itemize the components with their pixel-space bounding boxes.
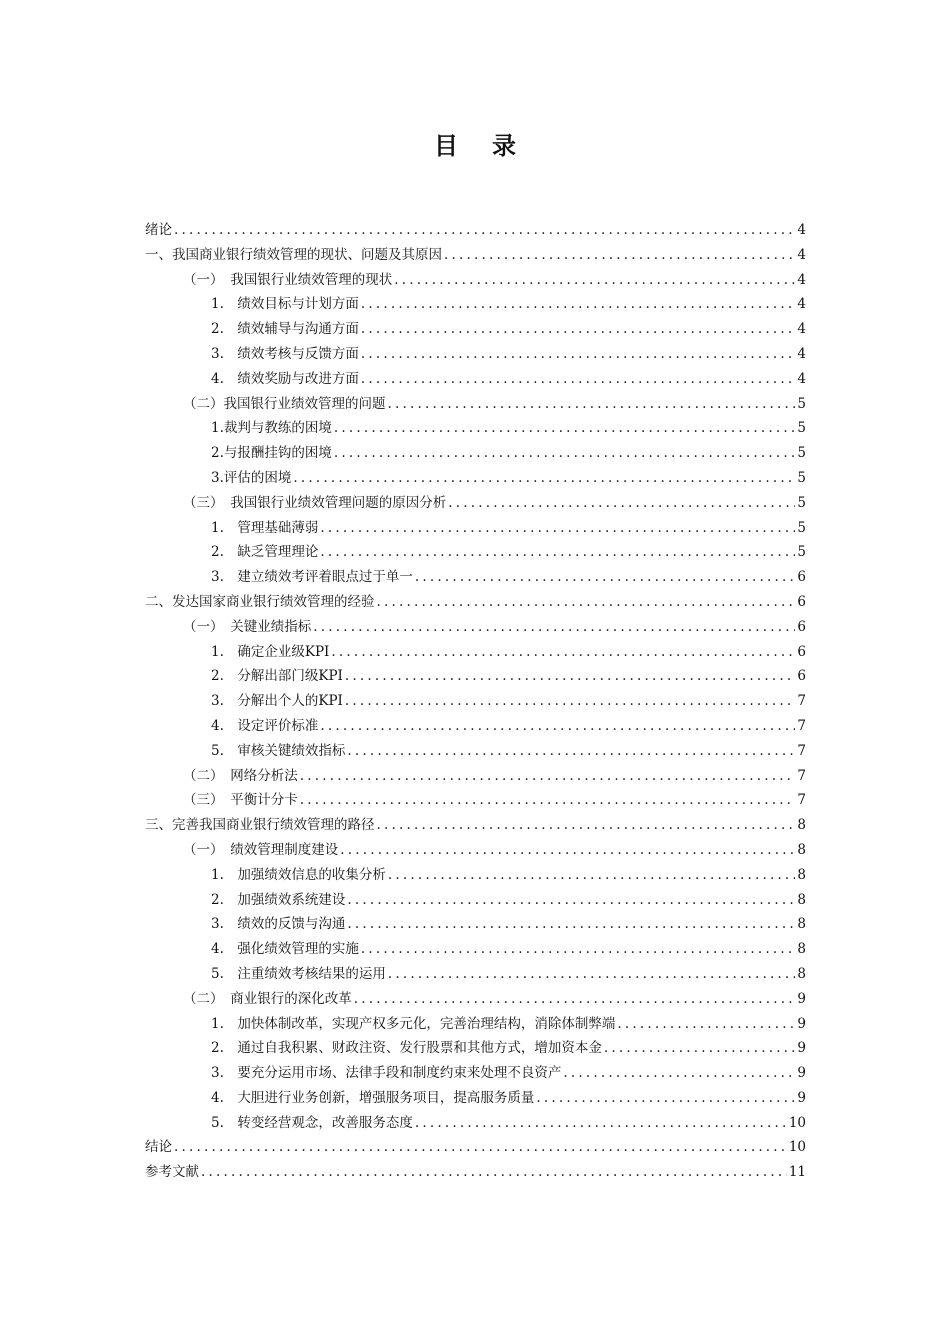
toc-entry[interactable] [145,739,806,764]
toc-entry-page-number: 9 [797,990,806,1007]
toc-entry[interactable] [145,416,806,441]
toc-dot-leader [300,768,796,784]
toc-entry-label: 3. 绩效考核与反馈方面 [211,345,359,362]
toc-entry-label: 5. 审核关键绩效指标 [211,742,346,759]
toc-dot-leader [354,991,796,1007]
toc-entry[interactable] [145,888,806,913]
toc-entry-page-number: 8 [797,817,806,834]
toc-dot-leader [174,222,795,238]
toc-dot-leader [415,1115,787,1131]
toc-entry[interactable] [145,1061,806,1086]
toc-dot-leader [334,420,796,436]
toc-entry-page-number: 6 [797,643,806,660]
toc-dot-leader [377,817,796,833]
toc-dot-leader [347,892,795,908]
toc-entry-page-number: 8 [797,916,806,933]
toc-entry[interactable] [145,441,806,466]
toc-entry-label: 3. 分解出个人的KPI [211,693,343,710]
toc-entry-label: 2. 分解出部门级KPI [211,668,343,685]
toc-entry[interactable] [145,838,806,863]
toc-entry[interactable] [145,392,806,417]
toc-dot-leader [361,346,796,362]
toc-dot-leader [388,966,796,982]
toc-entry-page-number: 6 [797,668,806,685]
toc-dot-leader [377,594,796,610]
toc-entry-label: 3. 要充分运用市场、法律手段和制度约束来处理不良资产 [211,1065,562,1082]
toc-entry-page-number: 6 [797,593,806,610]
toc-entry[interactable] [145,466,806,491]
toc-dot-leader [361,371,796,387]
toc-dot-leader [604,1040,796,1056]
toc-entry[interactable] [145,1135,806,1160]
toc-entry-label: （二）我国银行业绩效管理的问题 [183,395,386,412]
toc-dot-leader [347,743,795,759]
toc-dot-leader [345,668,796,684]
toc-entry-label: 2. 通过自我积累、财政注资、发行股票和其他方式，增加资本金 [211,1040,602,1057]
toc-dot-leader [448,495,795,511]
toc-entry-page-number: 7 [797,767,806,784]
toc-entry-label: 2. 加强绩效系统建设 [211,891,346,908]
toc-dot-leader [320,520,795,536]
toc-entry[interactable] [145,664,806,689]
toc-entry-label: 2.与报酬挂钩的困境 [211,445,332,462]
toc-entry[interactable] [145,540,806,565]
toc-entry-page-number: 5 [797,494,806,511]
toc-entry-page-number: 7 [797,742,806,759]
toc-dot-leader [361,296,796,312]
toc-entry-label: 4. 强化绩效管理的实施 [211,941,359,958]
toc-entry[interactable] [145,962,806,987]
toc-dot-leader [300,792,796,808]
toc-entry-page-number: 4 [797,321,806,338]
toc-dot-leader [340,842,795,858]
toc-entry-page-number: 11 [788,1164,806,1181]
toc-entry-page-number: 8 [797,841,806,858]
toc-entry-page-number: 8 [797,965,806,982]
toc-entry[interactable] [145,714,806,739]
toc-entry[interactable] [145,689,806,714]
toc-entry[interactable] [145,590,806,615]
toc-entry-label: 3. 绩效的反馈与沟通 [211,916,346,933]
toc-entry-page-number: 5 [797,420,806,437]
toc-entry-label: 4. 绩效奖励与改进方面 [211,370,359,387]
toc-entry-label: （三） 平衡计分卡 [183,792,298,809]
toc-dot-leader [563,1065,795,1081]
toc-entry[interactable] [145,764,806,789]
toc-entry-page-number: 5 [797,445,806,462]
toc-dot-leader [331,644,795,660]
toc-dot-leader [361,321,796,337]
toc-entry-page-number: 5 [797,544,806,561]
toc-dot-leader [415,569,796,585]
page-title [0,126,950,161]
toc-entry-label: （二） 商业银行的深化改革 [183,990,352,1007]
toc-entry[interactable] [145,268,806,293]
toc-entry-label: （二） 网络分析法 [183,767,298,784]
toc-entry-label: （一） 我国银行业绩效管理的现状 [183,271,393,288]
toc-dot-leader [293,470,795,486]
toc-entry-page-number: 8 [797,891,806,908]
toc-dot-leader [345,693,796,709]
toc-dot-leader [320,544,795,560]
toc-entry[interactable] [145,813,806,838]
toc-entry-page-number: 5 [797,395,806,412]
toc-entry-page-number: 4 [797,370,806,387]
toc-entry[interactable] [145,317,806,342]
toc-dot-leader [361,941,796,957]
toc-dot-leader [334,445,796,461]
toc-dot-leader [313,619,795,635]
toc-entry[interactable] [145,937,806,962]
toc-entry-label: 5. 注重绩效考核结果的运用 [211,965,386,982]
toc-entry[interactable] [145,1012,806,1037]
toc-entry[interactable] [145,491,806,516]
toc-entry-page-number: 10 [788,1139,806,1156]
toc-entry[interactable] [145,1111,806,1136]
table-of-contents [145,218,806,1185]
toc-entry-label: 2. 缺乏管理理论 [211,544,319,561]
toc-entry-page-number: 4 [797,246,806,263]
toc-entry[interactable] [145,863,806,888]
toc-entry-page-number: 8 [797,941,806,958]
toc-dot-leader [388,867,796,883]
toc-entry[interactable] [145,1036,806,1061]
toc-entry-label: 1.裁判与教练的困境 [211,420,332,437]
toc-entry-page-number: 4 [797,345,806,362]
toc-entry[interactable] [145,788,806,813]
toc-dot-leader [388,396,796,412]
toc-entry-page-number: 7 [797,717,806,734]
toc-entry-label: 1. 加强绩效信息的收集分析 [211,866,386,883]
toc-entry[interactable] [145,342,806,367]
toc-entry-label: 参考文献 [145,1164,199,1181]
toc-entry-label: 2. 绩效辅导与沟通方面 [211,321,359,338]
toc-entry[interactable] [145,912,806,937]
toc-entry[interactable] [145,367,806,392]
toc-entry[interactable] [145,640,806,665]
toc-entry-label: 3. 建立绩效考评着眼点过于单一 [211,569,413,586]
toc-entry-label: 结论 [145,1139,172,1156]
toc-entry-page-number: 8 [797,866,806,883]
toc-entry[interactable] [145,565,806,590]
toc-entry-page-number: 9 [797,1089,806,1106]
toc-entry-label: （一） 关键业绩指标 [183,618,312,635]
toc-entry-page-number: 4 [797,296,806,313]
toc-entry[interactable] [145,615,806,640]
toc-entry-label: 5. 转变经营观念，改善服务态度 [211,1114,413,1131]
toc-entry-label: 一、我国商业银行绩效管理的现状、问题及其原因 [145,246,442,263]
toc-entry-page-number: 9 [797,1040,806,1057]
toc-dot-leader [617,1016,795,1032]
toc-entry[interactable] [145,243,806,268]
toc-entry-page-number: 6 [797,569,806,586]
toc-entry-page-number: 6 [797,618,806,635]
toc-dot-leader [174,1139,787,1155]
toc-entry-label: 二、发达国家商业银行绩效管理的经验 [145,593,375,610]
toc-entry[interactable] [145,516,806,541]
toc-entry-label: 1. 确定企业级KPI [211,643,330,660]
toc-entry-page-number: 5 [797,469,806,486]
title-char-2: 录 [492,132,516,160]
toc-dot-leader [536,1090,795,1106]
toc-dot-leader [394,272,795,288]
toc-dot-leader [444,247,795,263]
toc-entry-page-number: 7 [797,792,806,809]
toc-entry[interactable] [145,1160,806,1185]
toc-entry-page-number: 10 [788,1114,806,1131]
toc-entry-label: 4. 大胆进行业务创新，增强服务项目，提高服务质量 [211,1089,535,1106]
toc-entry-label: 1. 绩效目标与计划方面 [211,296,359,313]
toc-entry-page-number: 7 [797,693,806,710]
toc-dot-leader [201,1164,787,1180]
toc-entry-page-number: 9 [797,1065,806,1082]
toc-entry-label: 3.评估的困境 [211,469,292,486]
toc-entry-label: 绪论 [145,222,172,238]
toc-entry-label: 三、完善我国商业银行绩效管理的路径 [145,817,375,834]
toc-entry[interactable] [145,218,806,243]
title-char-1: 目 [434,132,458,160]
toc-entry-label: 1. 加快体制改革，实现产权多元化，完善治理结构，消除体制弊端 [211,1015,616,1032]
toc-entry-label: 4. 设定评价标准 [211,717,319,734]
toc-entry-label: （三） 我国银行业绩效管理问题的原因分析 [183,494,447,511]
toc-entry-page-number: 4 [797,271,806,288]
toc-entry[interactable] [145,1086,806,1111]
toc-entry[interactable] [145,292,806,317]
toc-entry-page-number: 9 [797,1015,806,1032]
toc-dot-leader [347,916,795,932]
toc-entry-label: 1. 管理基础薄弱 [211,519,319,536]
toc-entry-page-number: 4 [797,222,806,238]
toc-entry[interactable] [145,987,806,1012]
toc-entry-page-number: 5 [797,519,806,536]
toc-entry-label: （一） 绩效管理制度建设 [183,841,339,858]
toc-dot-leader [320,718,795,734]
